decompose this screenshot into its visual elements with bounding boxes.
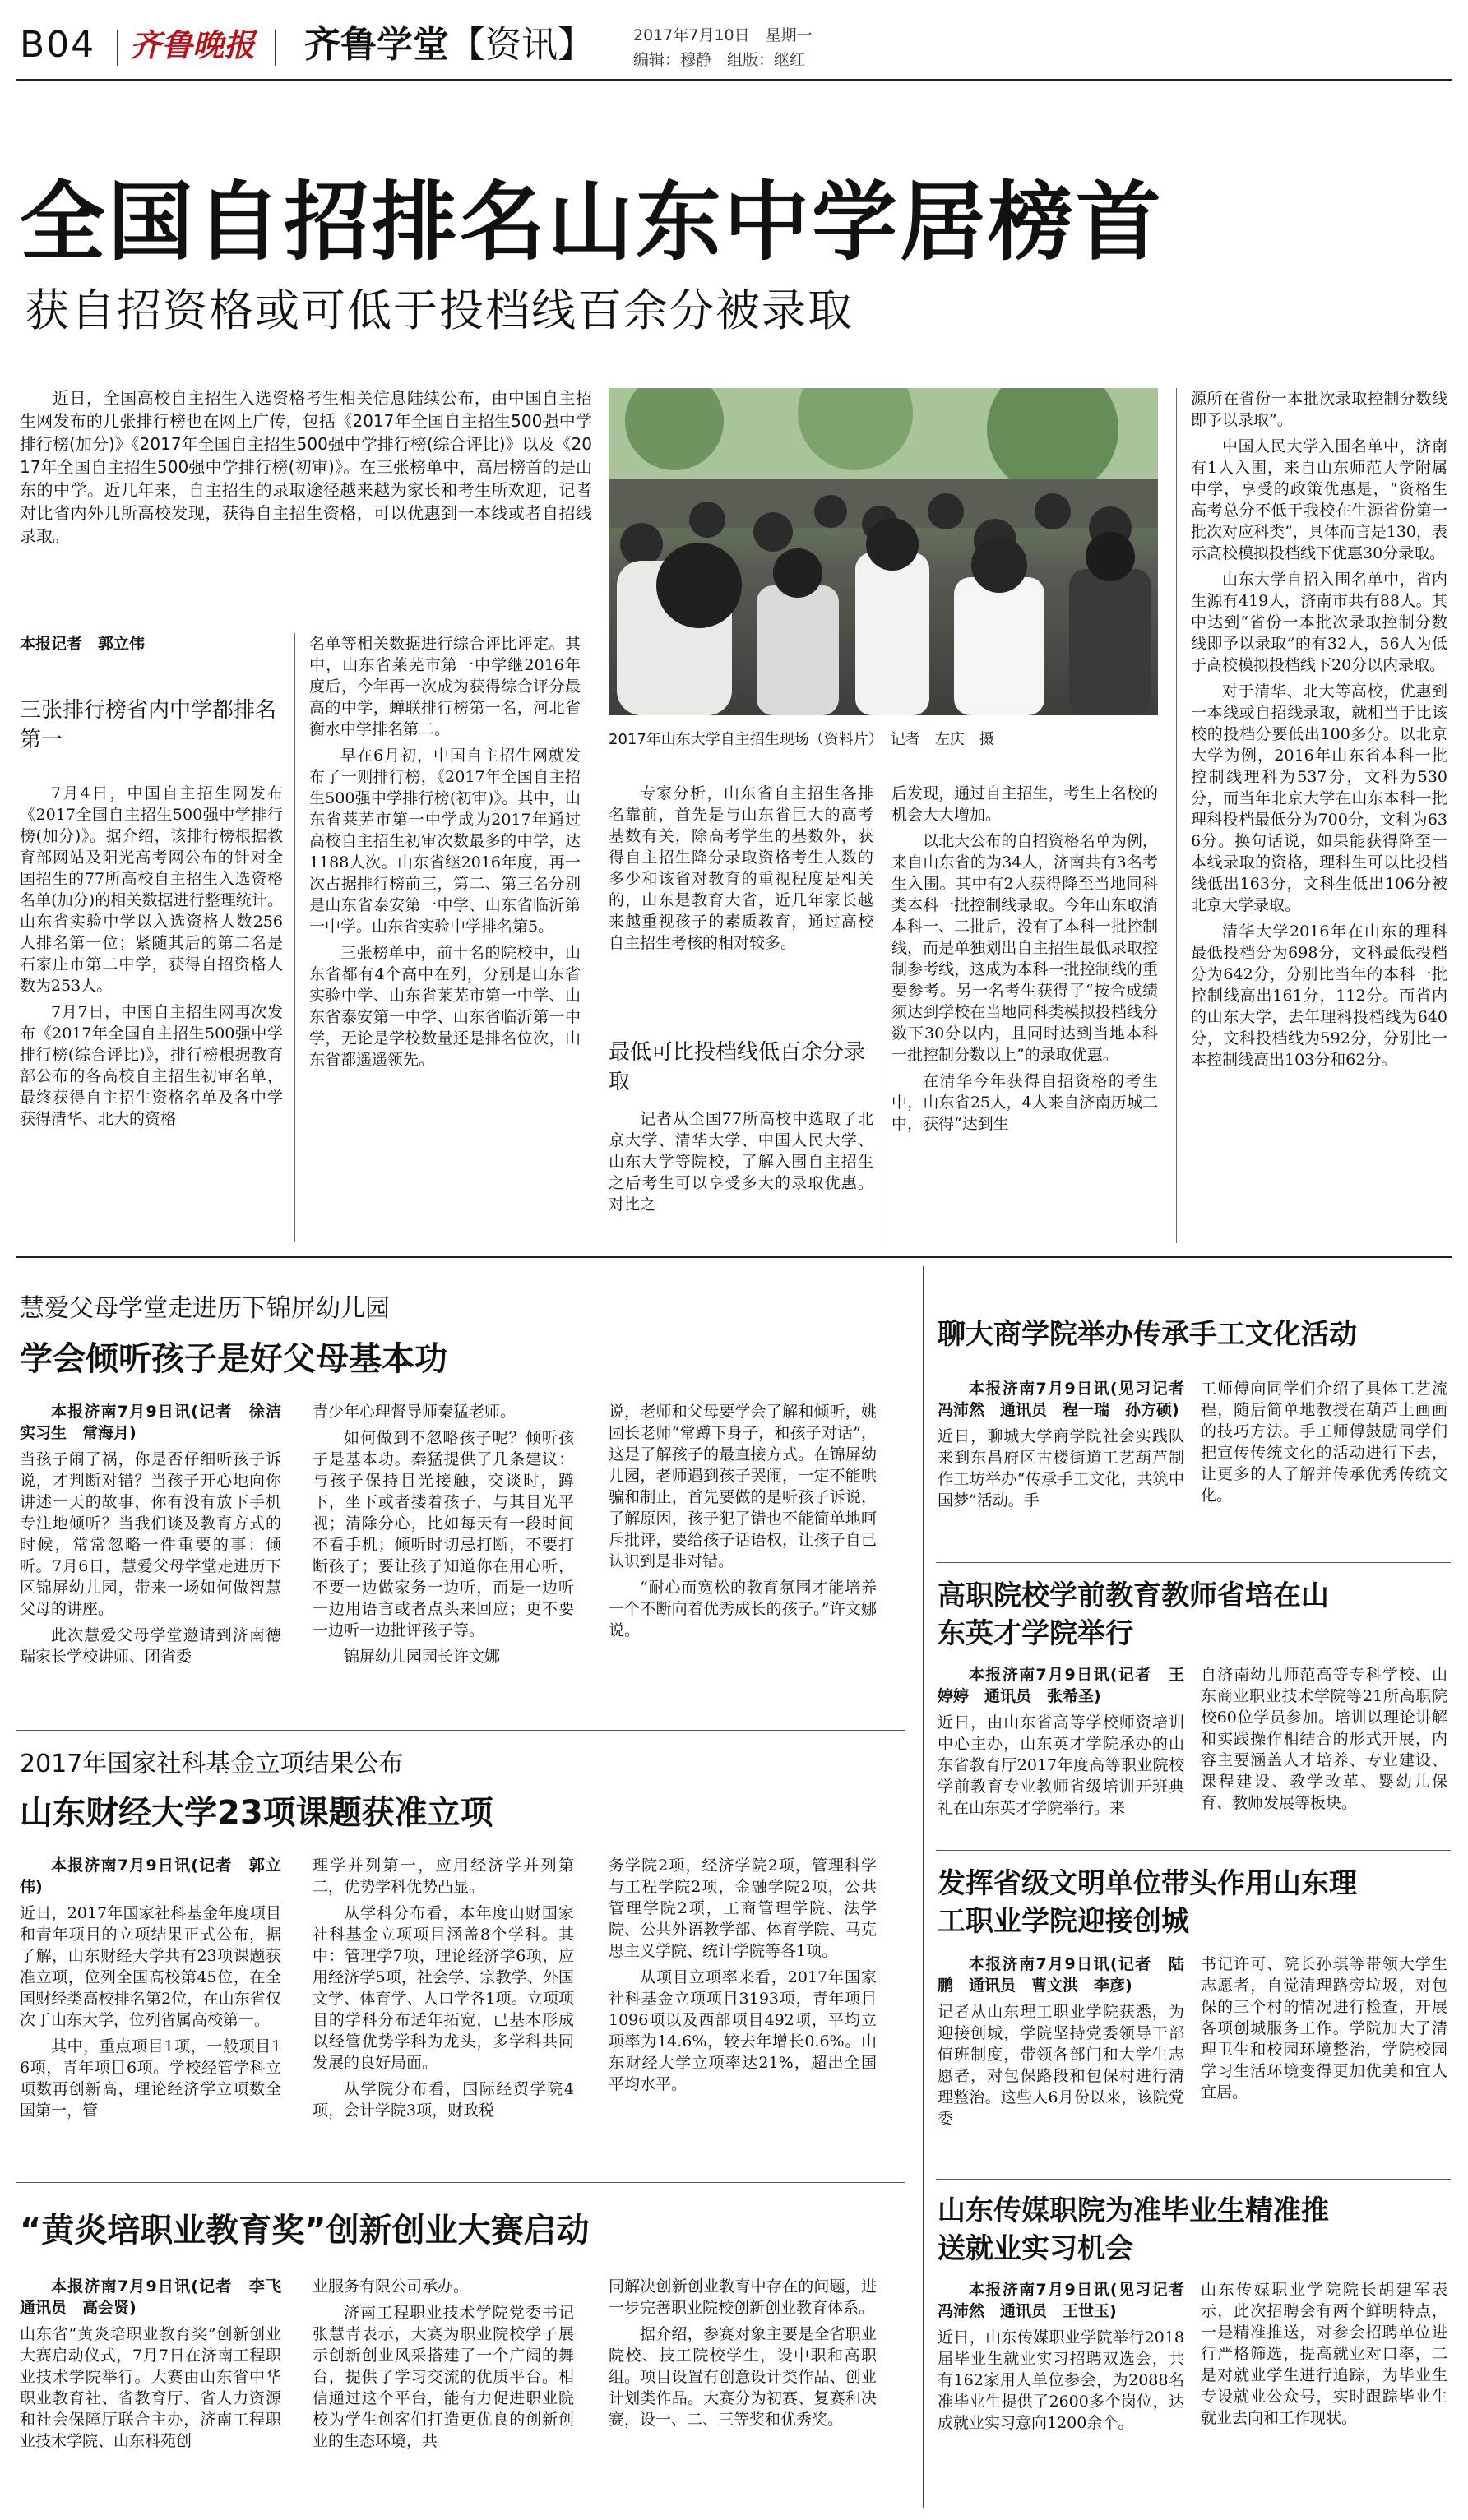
right2-column-1: [938, 1664, 1184, 1824]
paragraph: 如何做到不忽略孩子呢？倾听孩子是基本功。秦猛提供了几条建议：与孩子保持目光接触，交谈时，蹲下，坐下或者搂着孩子，与其目光平视；清除分心，比如每天有一段时间不看手机；倾听时切忌打断，不要打断孩子；要让孩子知道你在用心听，不要一边做家务一边听，而是一边听一边用语言或者点头来回应；更不要一边听一边批评孩子等。: [313, 1429, 574, 1639]
paragraph: 记者从山东理工职业学院获悉，为迎接创城，学院坚持党委领导干部值班制度，带领各部门和大学生志愿者，对包保路段和包保村进行清理整治。这些人6月份以来，该院党委: [938, 2003, 1184, 2128]
column-divider: [1176, 388, 1177, 1243]
right3-column-1: [938, 1954, 1184, 2134]
story3-kicker: 2017年国家社科基金立项结果公布: [20, 1750, 404, 1778]
right1-dateline: 本报济南7月9日讯(见习记者 冯沛然 通讯员 程一瑞 孙方硕): [938, 1380, 1201, 1419]
paragraph: 7月4日，中国自主招生网发布《2017全国自主招生500强中学排行榜(加分)》。据介绍，该排行榜根据教育部网站及阳光高考网公布的针对全国招生的77所高校自主招生入选资格名单(加分)的相关数据进行整理统计。山东省实验中学以入选资格人数256人排名第一位；紧随其后的第二名是石家庄市第二中学，获得自招资格人数为253人。: [20, 784, 283, 995]
right2-headline: 高职院校学前教育教师省培在山东英才学院举行: [938, 1579, 1329, 1650]
lead-column-5: [1191, 388, 1447, 1075]
paragraph: 近日，由山东省高等学校师资培训中心主办，山东英才学院承办的山东省教育厅2017年度高等职业院校学前教育专业教师省级培训开班典礼在山东英才学院举行。来: [938, 1713, 1184, 1817]
paragraph: 自济南幼儿师范高等专科学校、山东商业职业技术学院等21所高职院校60位学员参加。培训以理论讲解和实践操作相结合的形式开展，内容主要涵盖人才培养、专业建设、课程建设、教学改革、婴幼儿保育、教师发展等板块。: [1201, 1666, 1447, 1812]
paragraph: 山东传媒职业学院院长胡建军表示，此次招聘会有两个鲜明特点，一是精准推送，对参会招聘单位进行严格筛选，提高就业对口率，二是对就业学生进行追踪，为毕业生专设就业公众号，实时跟踪毕业生就业去向和工作现状。: [1201, 2281, 1447, 2427]
story4-headline: “黄炎培职业教育奖”创新创业大赛启动: [20, 2212, 590, 2250]
paragraph: 说，老师和父母要学会了解和倾听，姚园长老师“常蹲下身子，和孩子对话”，这是了解孩子的最直接方式。在锦屏幼儿园，老师遇到孩子哭闹，一定不能哄骗和制止，首先要做的是听孩子诉说，了解原因，孩子犯了错也不能简单地呵斥批评，要给孩子话语权，让孩子自己认识到是非对错。: [609, 1403, 877, 1570]
paragraph: 工师傅向同学们介绍了具体工艺流程，随后简单地教授在葫芦上画画的技巧方法。手工师傅鼓励同学们把宣传传统文化的活动进行下去，让更多的人了解并传承优秀传统文化。: [1201, 1380, 1447, 1505]
paragraph: 专家分析，山东省自主招生各排名靠前，首先是与山东省巨大的高考基数有关，除高考学生的基数外，获得自主招生降分录取资格考生人数的多少和该省对教育的重视程度是相关的，山东是教育大省，近几年家长越来越重视孩子的素质教育，通过高校自主招生考核的相对较多。: [609, 784, 873, 952]
editor: 编辑：穆静: [633, 51, 712, 69]
section-title: [304, 23, 594, 67]
paragraph: 同解决创新创业教育中存在的问题，进一步完善职业院校创新创业教育体系。: [609, 2277, 877, 2317]
paragraph: 从学院分布看，国际经贸学院4项，会计学院3项，财政税: [313, 2080, 574, 2120]
lead-intro: [20, 386, 592, 553]
crowd-illustration: [609, 388, 1158, 715]
paragraph: 济南工程职业技术学院党委书记张慧青表示，大赛为职业院校学子展示创新创业风采搭建了一个广阔的舞台，提供了学习交流的优质平台。相信通过这个平台，能有力促进职业院校为学生创客们打造更优良的创新创业的生态环境，共: [313, 2304, 574, 2450]
right3-dateline: 本报济南7月9日讯(记者 陆鹏 通讯员 曹文洪 李彦): [938, 1955, 1184, 1995]
paragraph: 从学科分布看，本年度山财国家社科基金立项项目涵盖8个学科。其中：管理学7项，理论经济学6项，应用经济学5项，社会学、宗教学、外国文学、体育学、人口学各1项。立项项目的学科分布适年拓宽，已基本形成以经管优势学科为龙头，多学科共同发展的良好局面。: [313, 1904, 574, 2072]
story4-column-2: [313, 2276, 574, 2457]
story3-dateline: 本报济南7月9日讯(记者 郭立伟): [20, 1856, 281, 1896]
masthead-rule: [16, 79, 1452, 81]
right4-column-2: [1201, 2279, 1447, 2434]
weekday: 星期一: [765, 26, 813, 44]
page-number: B04: [20, 24, 96, 66]
editor-credits: [633, 49, 805, 71]
paragraph: 此次慧爱父母学堂邀请到济南德瑞家长学校讲师、团省委: [20, 1626, 281, 1666]
brief-rule: [936, 1850, 1451, 1851]
paragraph: 青少年心理督导师秦猛老师。: [313, 1403, 516, 1421]
photo-caption: 2017年山东大学自主招生现场（资料片） 记者 左庆 摄: [609, 731, 994, 748]
paragraph: 后发现，通过自主招生，考生上名校的机会大大增加。: [891, 784, 1158, 824]
lead-column-1: [20, 783, 283, 1135]
story-rule: [16, 1730, 905, 1731]
section-name: 齐鲁学堂: [304, 24, 449, 66]
paragraph: 书记许可、院长孙琪等带领大学生志愿者，自觉清理路旁垃圾，对包保的三个村的情况进行检查，开展各项创城服务工作。学院加大了清理卫生和校园环境整治，学院校园学习生活环境变得更加优美和宜人宜居。: [1201, 1955, 1447, 2102]
brief-rule: [936, 1562, 1451, 1563]
story2-headline: 学会倾听孩子是好父母基本功: [20, 1340, 447, 1378]
paragraph: 早在6月初，中国自主招生网就发布了一则排行榜，《2017年全国自主招生500强中学排行榜(初审)》。其中，山东省莱芜市第一中学成为2017年通过高校自主招生初审次数最多的中学，达1188人次。山东省继2016年度，再一次占据排行榜前三，第二、第三名分别是山东省泰安第一中学、山东省临沂第一中学。山东省实验中学排名第5。: [309, 747, 581, 936]
lead-column-3: [609, 783, 873, 959]
story2-kicker: 慧爱父母学堂走进历下锦屏幼儿园: [20, 1294, 390, 1323]
paragraph: 清华大学2016年在山东的理科最低投档分为698分，文科最低投档分为642分，分别比当年的本科一批控制线高出161分，112分。而省内的山东大学，去年理科投档线为640分，文科投档线为592分，分别比一本控制线高出103分和62分。: [1191, 922, 1447, 1069]
section-tag: 【资讯】: [449, 24, 594, 66]
paragraph: 山东大学自招入围名单中，省内生源有419人，济南市共有88人。其中达到“省份一本批次录取控制分数线即予以录取”的有32人，56人为低于高校模拟投档线下20分以内录取。: [1191, 571, 1447, 674]
right4-headline: 山东传媒职院为准毕业生精准推送就业实习机会: [938, 2194, 1329, 2265]
right2-dateline: 本报济南7月9日讯(记者 王婷婷 通讯员 张希圣): [938, 1666, 1184, 1705]
paper-logo: 齐鲁晚报: [130, 26, 256, 63]
right3-column-2: [1201, 1954, 1447, 2108]
issue-date: [633, 25, 813, 46]
lead-subhead-1: 三张排行榜省内中学都排名第一: [20, 698, 277, 752]
paragraph: 近日，2017年国家社科基金年度项目和青年项目的立项结果正式公布，据了解，山东财经大学共有23项课题获准立项，位列全国高校第45位，在全国财经类高校排名第2位，在山东省仅次于山东大学，位列省属高校第一。: [20, 1904, 281, 2029]
paragraph: 近日，山东传媒职业学院举行2018届毕业生就业实习招聘双选会，共有162家用人单位参会，为2088名准毕业生提供了2600多个岗位，达成就业实习意向1200余个。: [938, 2328, 1184, 2432]
paragraph: 近日，聊城大学商学院社会实践队来到东昌府区古楼街道工艺葫芦制作工坊举办“传承手工文化，共筑中国梦”活动。手: [938, 1427, 1184, 1510]
story2-column-3: [609, 1401, 877, 1646]
right1-headline: 聊大商学院举办传承手工文化活动: [938, 1318, 1357, 1351]
column-divider: [294, 633, 295, 1242]
paragraph: 据介绍，参赛对象主要是全省职业院校、技工院校学生，设中职和高职组。项目设置有创意设计类作品、创业计划类作品。大赛分为初赛、复赛和决赛，设一、二、三等奖和优秀奖。: [609, 2325, 877, 2429]
story3-column-3: [609, 1855, 877, 2100]
lead-subhead-2: 最低可比投档线低百余分录取: [609, 1040, 866, 1094]
paragraph: 山东省“黄炎培职业教育奖”创新创业大赛启动仪式，7月7日在济南工程职业技术学院举行。大赛由山东省中华职业教育社、省教育厅、省人力资源和社会保障厅联合主办，济南工程职业技术学院、山东科苑创: [20, 2325, 281, 2450]
paragraph: 名单等相关数据进行综合评比评定。其中，山东省莱芜市第一中学继2016年度后，今年再一次成为获得综合评分最高的中学，蝉联排行榜第一名，河北省衡水中学排名第二。: [309, 635, 581, 738]
date: 2017年7月10日: [633, 26, 750, 44]
section-rule: [16, 1256, 1452, 1258]
story2-column-1: [20, 1401, 298, 1672]
story3-column-2: [313, 1855, 574, 2126]
paragraph: 源所在省份一本批次录取控制分数线即予以录取”。: [1191, 390, 1447, 429]
story2-dateline: 本报济南7月9日讯(记者 徐洁 实习生 常海月): [20, 1403, 298, 1442]
paragraph: 其中，重点项目1项，一般项目16项，青年项目6项。学校经管学科立项数再创新高，理论经济学立项数全国第一，管: [20, 2037, 281, 2120]
masthead-divider-2: [275, 30, 276, 66]
brief-rule: [936, 2179, 1451, 2180]
lead-headline: 全国自招排名山东中学居榜首: [20, 172, 1165, 272]
right3-headline: 发挥省级文明单位带头作用山东理工职业学院迎接创城: [938, 1867, 1357, 1938]
story-rule: [16, 2182, 905, 2183]
layout-editor: 组版：继红: [727, 51, 806, 69]
right1-column-1: [938, 1378, 1201, 1516]
right4-column-1: [938, 2279, 1201, 2439]
lead-byline: 本报记者 郭立伟: [20, 635, 146, 653]
paragraph: 从项目立项率来看，2017年国家社科基金立项项目3193项，青年项目1096项以及西部项目492项，平均立项率为14.6%，较去年增长0.6%。山东财经大学立项率达21%，超出全国平均水平。: [609, 1968, 877, 2093]
story3-headline: 山东财经大学23项课题获准立项: [20, 1794, 493, 1832]
story4-column-3: [609, 2276, 877, 2435]
paragraph: 务学院2项，经济学院2项，管理科学与工程学院2项，金融学院2项，公共管理学院2项，工商管理学院、法学院、公共外语教学部、体育学院、马克思主义学院、统计学院等各1项。: [609, 1856, 877, 1960]
paragraph: 中国人民大学入围名单中，济南有1人入围，来自山东师范大学附属中学，享受的政策优惠是，“资格生高考总分不低于我校在生源省份第一批次对应科类”，具体而言是130，表示高校模拟投档线下优惠30分录取。: [1191, 437, 1447, 562]
paragraph: 三张榜单中，前十名的院校中，山东省都有4个高中在列，分别是山东省实验中学、山东省莱芜市第一中学、山东省泰安第一中学、山东省临沂第一中学，无论是学校数量还是排名位次，山东省都遥遥领先。: [309, 944, 581, 1069]
right-rail-divider: [923, 1266, 924, 2508]
right1-column-2: [1201, 1378, 1447, 1511]
paragraph: 对于清华、北大等高校，优惠到一本线或自招线录取，就相当于比该校的投档分要低出100多分。以北京大学为例，2016年山东省本科一批控制线理科为537分，文科为530分，而当年北京大学在山东本科一批理科投档最低分为700分，文科为636分。换句话说，如果能获得降至一本线录取的资格，理科生可以比投档线低出163分，文科生低出106分被北京大学录取。: [1191, 682, 1447, 914]
paragraph: 在清华今年获得自招资格的考生中，山东省25人，4人来自济南历城二中，获得“达到生: [891, 1072, 1158, 1133]
lead-column-4: [891, 783, 1158, 1140]
paragraph: 7月7日，中国自主招生网再次发布《2017年全国自主招生500强中学排行榜(综合评比)》，排行榜根据教育部公布的各高校自主招生初审名单，最终获得自主招生资格名单及各中学获得清华、北大的资格: [20, 1003, 283, 1128]
lead-intro-text: 近日，全国高校自主招生入选资格考生相关信息陆续公布，由中国自主招生网发布的几张排行榜也在网上广传，包括《2017年全国自主招生500强中学排行榜(加分)》《2017年全国自主招生500强中学排行榜(综合评比)》以及《2017年全国自主招生500强中学排行榜(初审)》。在三张榜单中，高居榜首的是山东的中学。近几年来，自主招生的录取途径越来越为家长和考生所欢迎，记者对比省内外几所高校发现，获得自主招生资格，可以优惠到一本线或者自招线录取。: [20, 388, 592, 546]
masthead-divider: [117, 30, 118, 66]
paragraph: 锦屏幼儿园园长许文娜: [344, 1648, 501, 1666]
paragraph: 以北大公布的自招资格名单为例，来自山东省的为34人，济南共有3名考生入围。其中有2人获得降至当地同科类本科一批控制线录取。今年山东取消本科一、二批后，没有了本科一批控制线，而是单独划出自主招生最低录取控制参考线，这成为本科一批控制线的重要参考。另一名考生获得了“按合成绩须达到学校在当地同科类模拟投档线分数下30分以内，且同时达到当地本科一批控制分数以上”的录取优惠。: [891, 832, 1158, 1064]
paragraph: “耐心而宽松的教育氛围才能培养一个不断向着优秀成长的孩子。”许文娜说。: [609, 1579, 877, 1639]
paragraph: 当孩子闹了祸，你是否仔细听孩子诉说，才判断对错？当孩子开心地向你讲述一天的故事，你有没有放下手机专注地倾听？当我们谈及教育方式的时候，常常忽略一件重要的事：倾听。7月6日，慧爱父母学堂走进历下区锦屏幼儿园，带来一场如何做智慧父母的讲座。: [20, 1450, 281, 1618]
lead-column-3b: [609, 1108, 873, 1220]
story2-column-2: [313, 1401, 574, 1672]
paragraph: 业服务有限公司承办。: [313, 2277, 470, 2296]
right2-column-2: [1201, 1664, 1447, 1819]
paragraph: 记者从全国77所高校中选取了北京大学、清华大学、中国人民大学、山东大学等院校，了解入围自主招生之后考生可以享受多大的录取优惠。对比之: [609, 1110, 873, 1214]
lead-photo: [609, 388, 1158, 715]
story3-column-1: [20, 1855, 281, 2126]
story4-column-1: [20, 2276, 298, 2457]
paragraph: 理学并列第一，应用经济学并列第二，优势学科优势凸显。: [313, 1856, 574, 1896]
right4-dateline: 本报济南7月9日讯(见习记者 冯沛然 通讯员 王世玉): [938, 2281, 1201, 2320]
lead-column-2: [309, 633, 581, 1075]
lead-subheadline: 获自招资格或可低于投档线百余分被录取: [25, 284, 854, 336]
story4-dateline: 本报济南7月9日讯(记者 李飞 通讯员 高会贤): [20, 2277, 298, 2317]
